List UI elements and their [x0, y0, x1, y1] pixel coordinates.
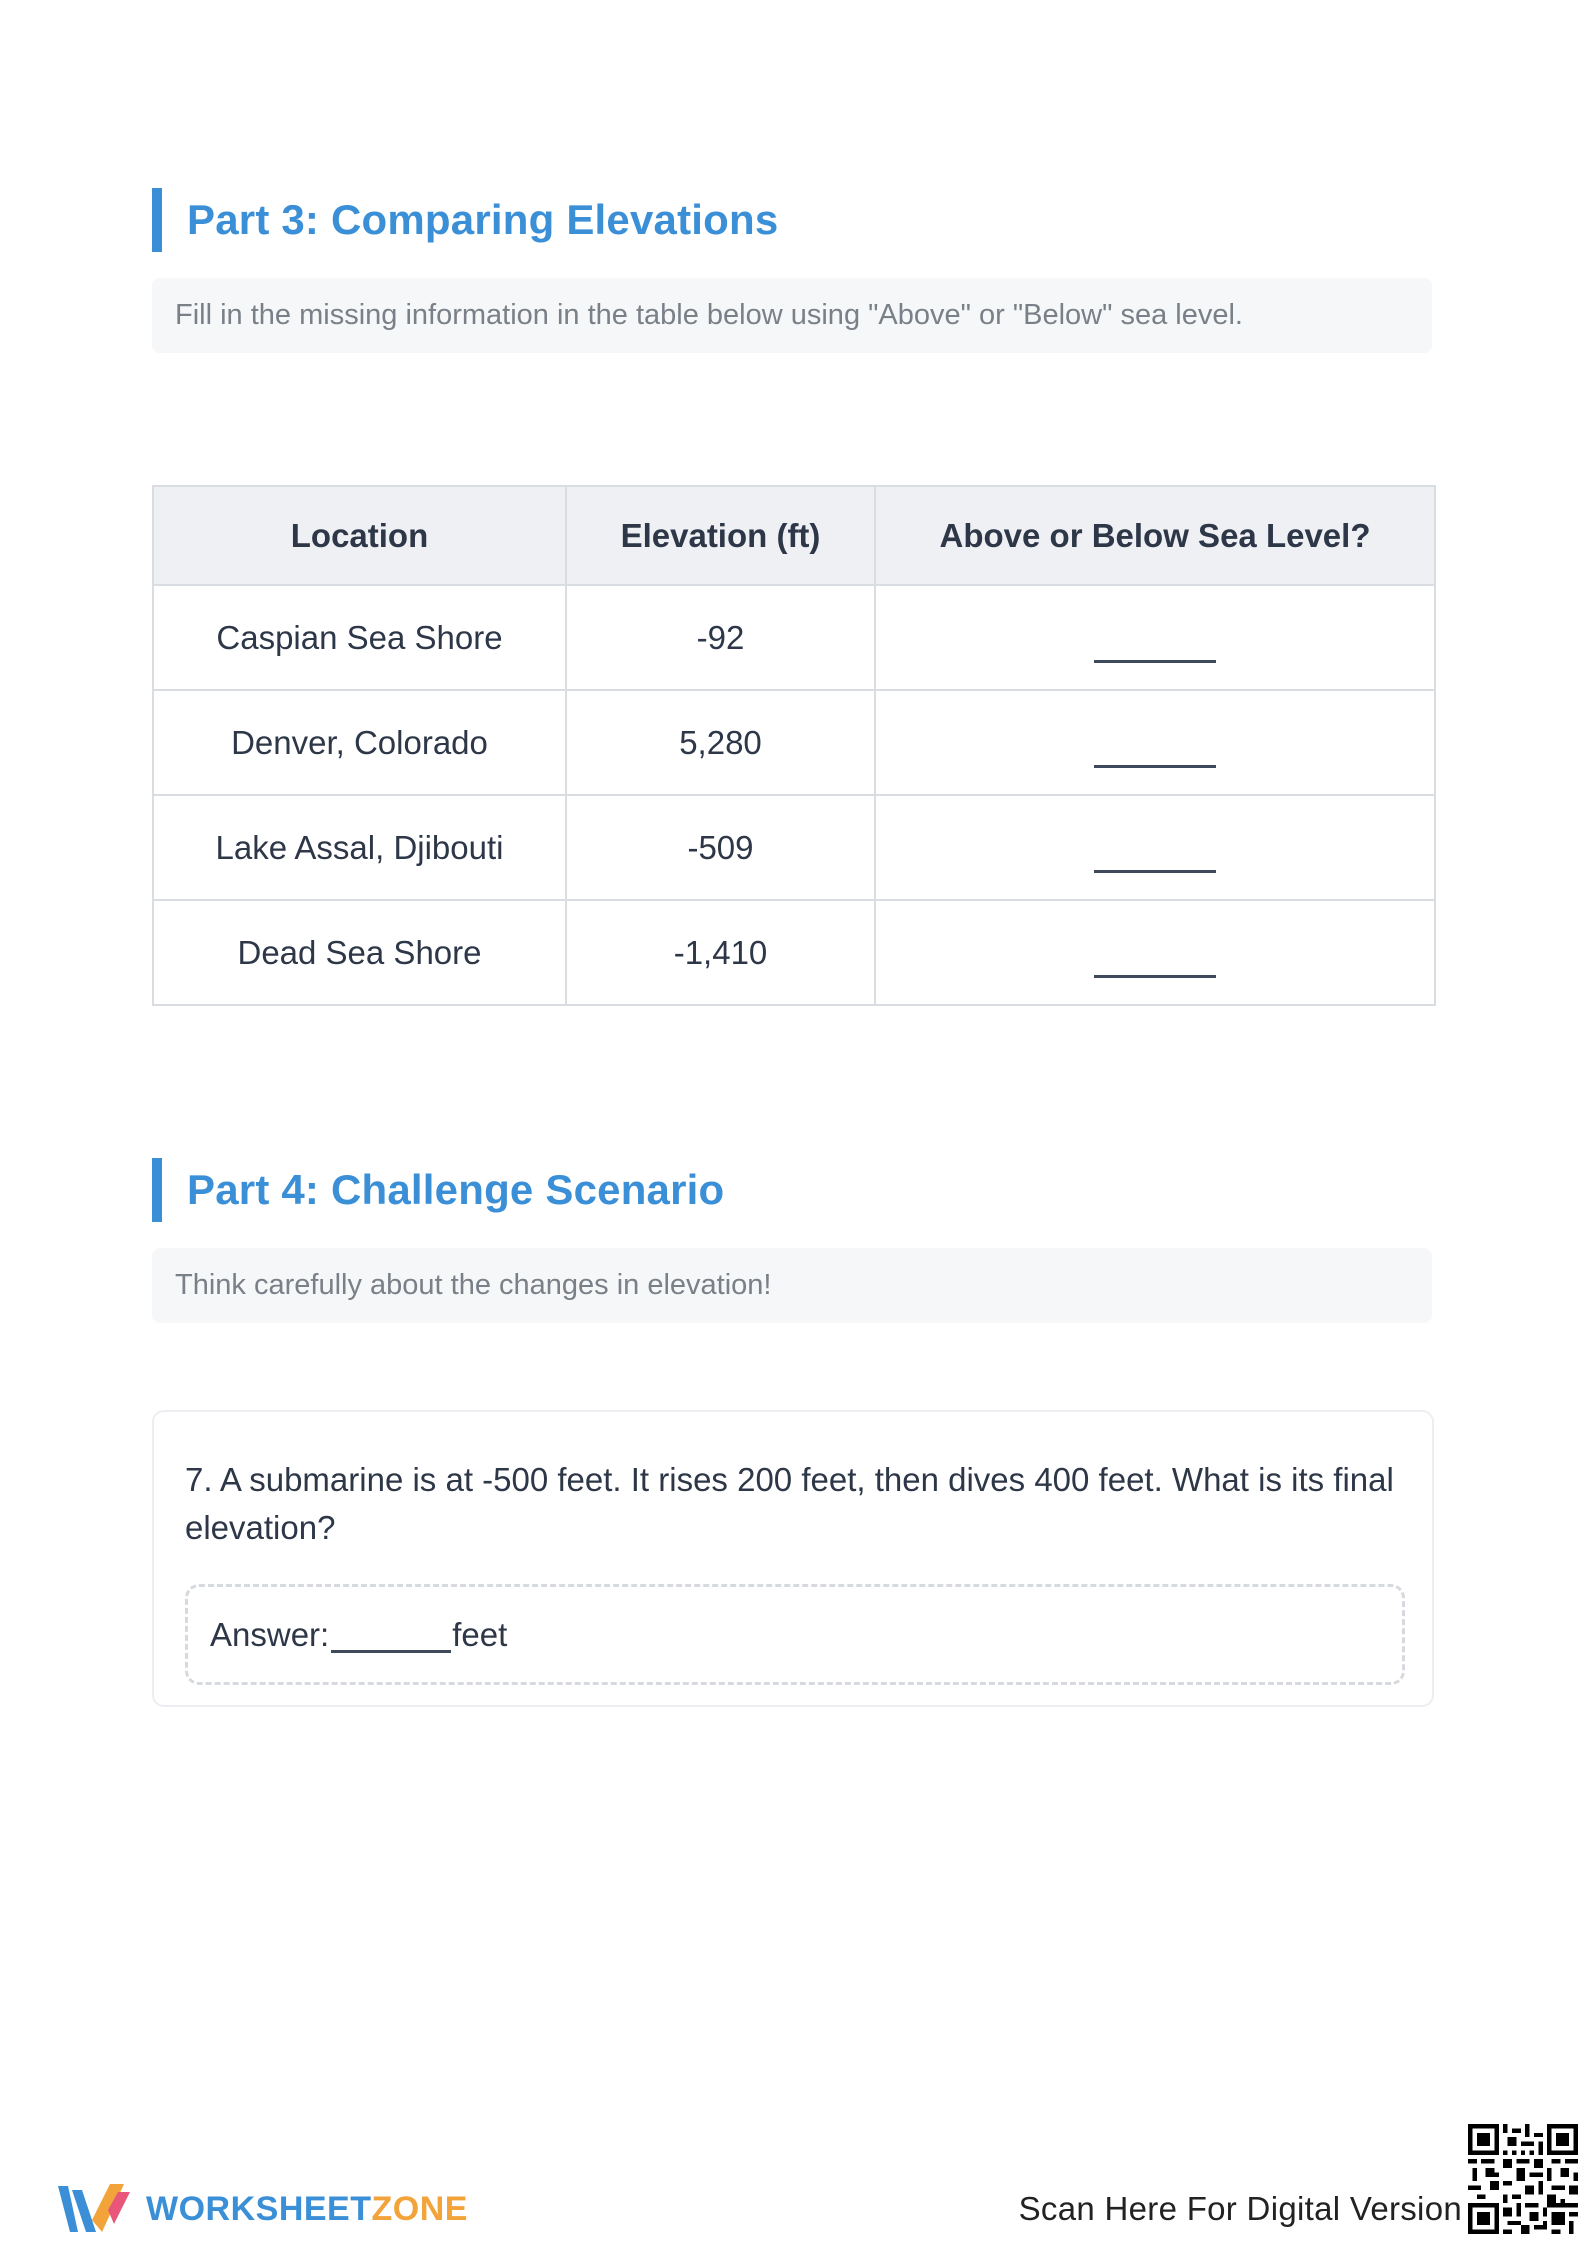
problem-card [152, 1410, 1434, 1707]
table-row [153, 585, 1435, 690]
answer-cell[interactable] [875, 690, 1435, 795]
answer-cell[interactable] [875, 795, 1435, 900]
table-row [153, 900, 1435, 1005]
answer-box[interactable] [185, 1584, 1405, 1685]
header-elevation: Elevation (ft) [566, 486, 875, 585]
worksheetzone-logo[interactable] [56, 2180, 468, 2238]
table-row [153, 795, 1435, 900]
location-cell: Denver, Colorado [153, 690, 566, 795]
elevation-cell: -1,410 [566, 900, 875, 1005]
answer-blank-line [1094, 765, 1216, 768]
location-cell: Lake Assal, Djibouti [153, 795, 566, 900]
logo-text-zone: ZONE [371, 2189, 468, 2228]
answer-blank-line [1094, 660, 1216, 663]
header-location: Location [153, 486, 566, 585]
logo-text-worksheet: WORKSHEET [146, 2189, 372, 2228]
w-logo-icon [56, 2180, 134, 2238]
part3-heading [152, 188, 1432, 252]
answer-label: Answer: [210, 1615, 330, 1653]
elevation-cell: -509 [566, 795, 875, 900]
problem-text: 7. A submarine is at -500 feet. It rises 200 feet, then dives 400 feet. What is its final elevation? [185, 1461, 1394, 1546]
part4-title: Part 4: Challenge Scenario [187, 1166, 725, 1213]
part3-instruction: Fill in the missing information in the table below using "Above" or "Below" sea level. [152, 278, 1432, 353]
table-header-row [153, 486, 1435, 585]
answer-blank-line [1094, 975, 1216, 978]
table-row [153, 690, 1435, 795]
qr-code-icon[interactable] [1468, 2124, 1578, 2234]
elevation-table [152, 485, 1436, 1006]
answer-unit: feet [452, 1615, 508, 1653]
part3-title: Part 3: Comparing Elevations [187, 196, 779, 243]
logo-text [146, 2190, 468, 2229]
elevation-cell: 5,280 [566, 690, 875, 795]
location-cell: Dead Sea Shore [153, 900, 566, 1005]
answer-cell[interactable] [875, 585, 1435, 690]
answer-cell[interactable] [875, 900, 1435, 1005]
part4-instruction: Think carefully about the changes in elevation! [152, 1248, 1432, 1323]
answer-blank[interactable] [331, 1616, 451, 1653]
location-cell: Caspian Sea Shore [153, 585, 566, 690]
header-above-below: Above or Below Sea Level? [875, 486, 1435, 585]
answer-blank-line [1094, 870, 1216, 873]
elevation-cell: -92 [566, 585, 875, 690]
scan-text: Scan Here For Digital Version [1018, 2190, 1462, 2227]
part4-heading [152, 1158, 1432, 1222]
